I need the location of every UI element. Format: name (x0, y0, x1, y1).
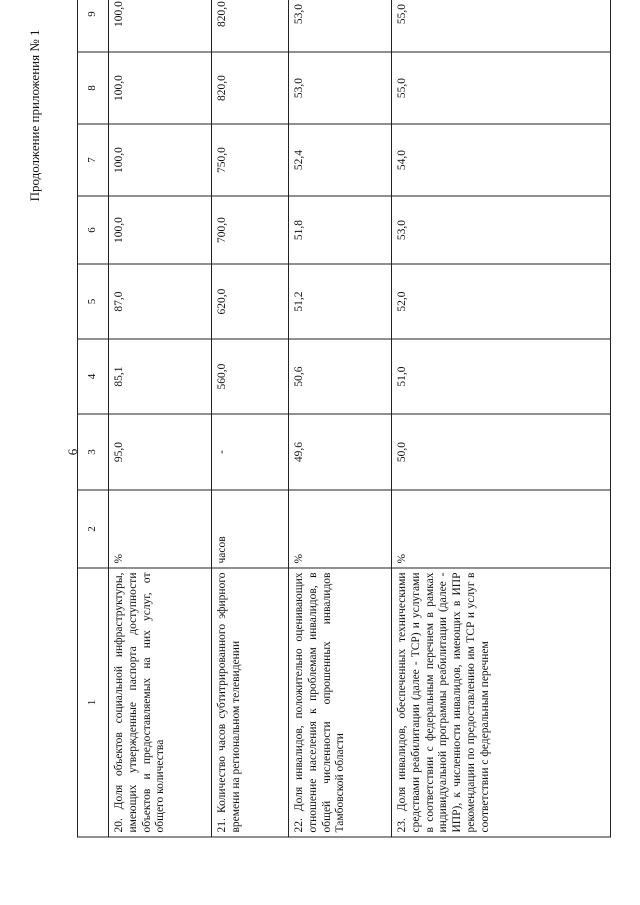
indicator-name: 23. Доля инвалидов, обеспеченных техническими средствами реабилитации (далее - ТСР) и услугами в соответствии с федеральным перечнем в рамках индивидуальной программы реабилитации (далее - ИПР), к численности инвалидов, имеющих в ИПР рекомендации по предоставлению им ТСР и услуг в соответствии с федеральным перечнем (392, 568, 611, 837)
indicators-table-wrap (77, 1, 611, 838)
continuation-label: Продолжение приложения № 1 (27, 29, 42, 202)
indicator-value: 560,0 (212, 339, 289, 414)
indicator-value: 54,0 (392, 124, 611, 196)
table-row (109, 0, 212, 837)
indicator-value: 49,6 (289, 414, 392, 490)
indicator-value: 55,0 (392, 0, 611, 52)
indicator-value: 51,2 (289, 264, 392, 339)
indicator-value: 53,0 (289, 0, 392, 52)
indicator-value: 750,0 (212, 124, 289, 196)
column-header: 3 (78, 414, 109, 490)
indicator-value: 50,6 (289, 339, 392, 414)
column-header: 5 (78, 264, 109, 339)
indicator-unit: % (289, 490, 392, 568)
indicator-name: 22. Доля инвалидов, положительно оценивающих отношение населения к проблемам инвалидов, в общей численности опрошенных инвалидов Тамбовской области (289, 568, 392, 837)
table-row (289, 0, 392, 837)
indicator-value: 52,0 (392, 264, 611, 339)
indicator-value: 87,0 (109, 264, 212, 339)
indicator-value: - (212, 414, 289, 490)
table-row (212, 0, 289, 837)
indicators-table (77, 0, 611, 838)
column-header: 8 (78, 52, 109, 124)
indicator-value: 100,0 (109, 52, 212, 124)
indicator-value: 55,0 (392, 52, 611, 124)
indicator-value: 820,0 (212, 52, 289, 124)
indicator-unit: % (392, 490, 611, 568)
indicator-name: 20. Доля объектов социальной инфраструктуры, имеющих утвержденные паспорта доступности объектов и предоставляемых на них услуг, от общего количества (109, 568, 212, 837)
indicator-value: 700,0 (212, 196, 289, 264)
indicator-value: 51,0 (392, 339, 611, 414)
indicator-value: 85,1 (109, 339, 212, 414)
column-header: 2 (78, 490, 109, 568)
table-row (392, 0, 611, 837)
column-header: 1 (78, 568, 109, 837)
indicator-value: 100,0 (109, 124, 212, 196)
indicator-unit: часов (212, 490, 289, 568)
indicator-name: 21. Количество часов субтитрированного эфирного времени на региональном телевидении (212, 568, 289, 837)
indicator-value: 53,0 (289, 52, 392, 124)
indicator-value: 620,0 (212, 264, 289, 339)
indicator-value: 100,0 (109, 0, 212, 52)
indicator-value: 100,0 (109, 196, 212, 264)
page-number: 6 (65, 448, 80, 456)
indicator-value: 95,0 (109, 414, 212, 490)
column-header: 4 (78, 339, 109, 414)
indicator-unit: % (109, 490, 212, 568)
column-header: 7 (78, 124, 109, 196)
indicator-value: 53,0 (392, 196, 611, 264)
indicator-value: 50,0 (392, 414, 611, 490)
header-row (78, 0, 109, 837)
indicator-value: 51,8 (289, 196, 392, 264)
column-header: 6 (78, 196, 109, 264)
column-header: 9 (78, 0, 109, 52)
indicator-value: 52,4 (289, 124, 392, 196)
indicator-value: 820,0 (212, 0, 289, 52)
